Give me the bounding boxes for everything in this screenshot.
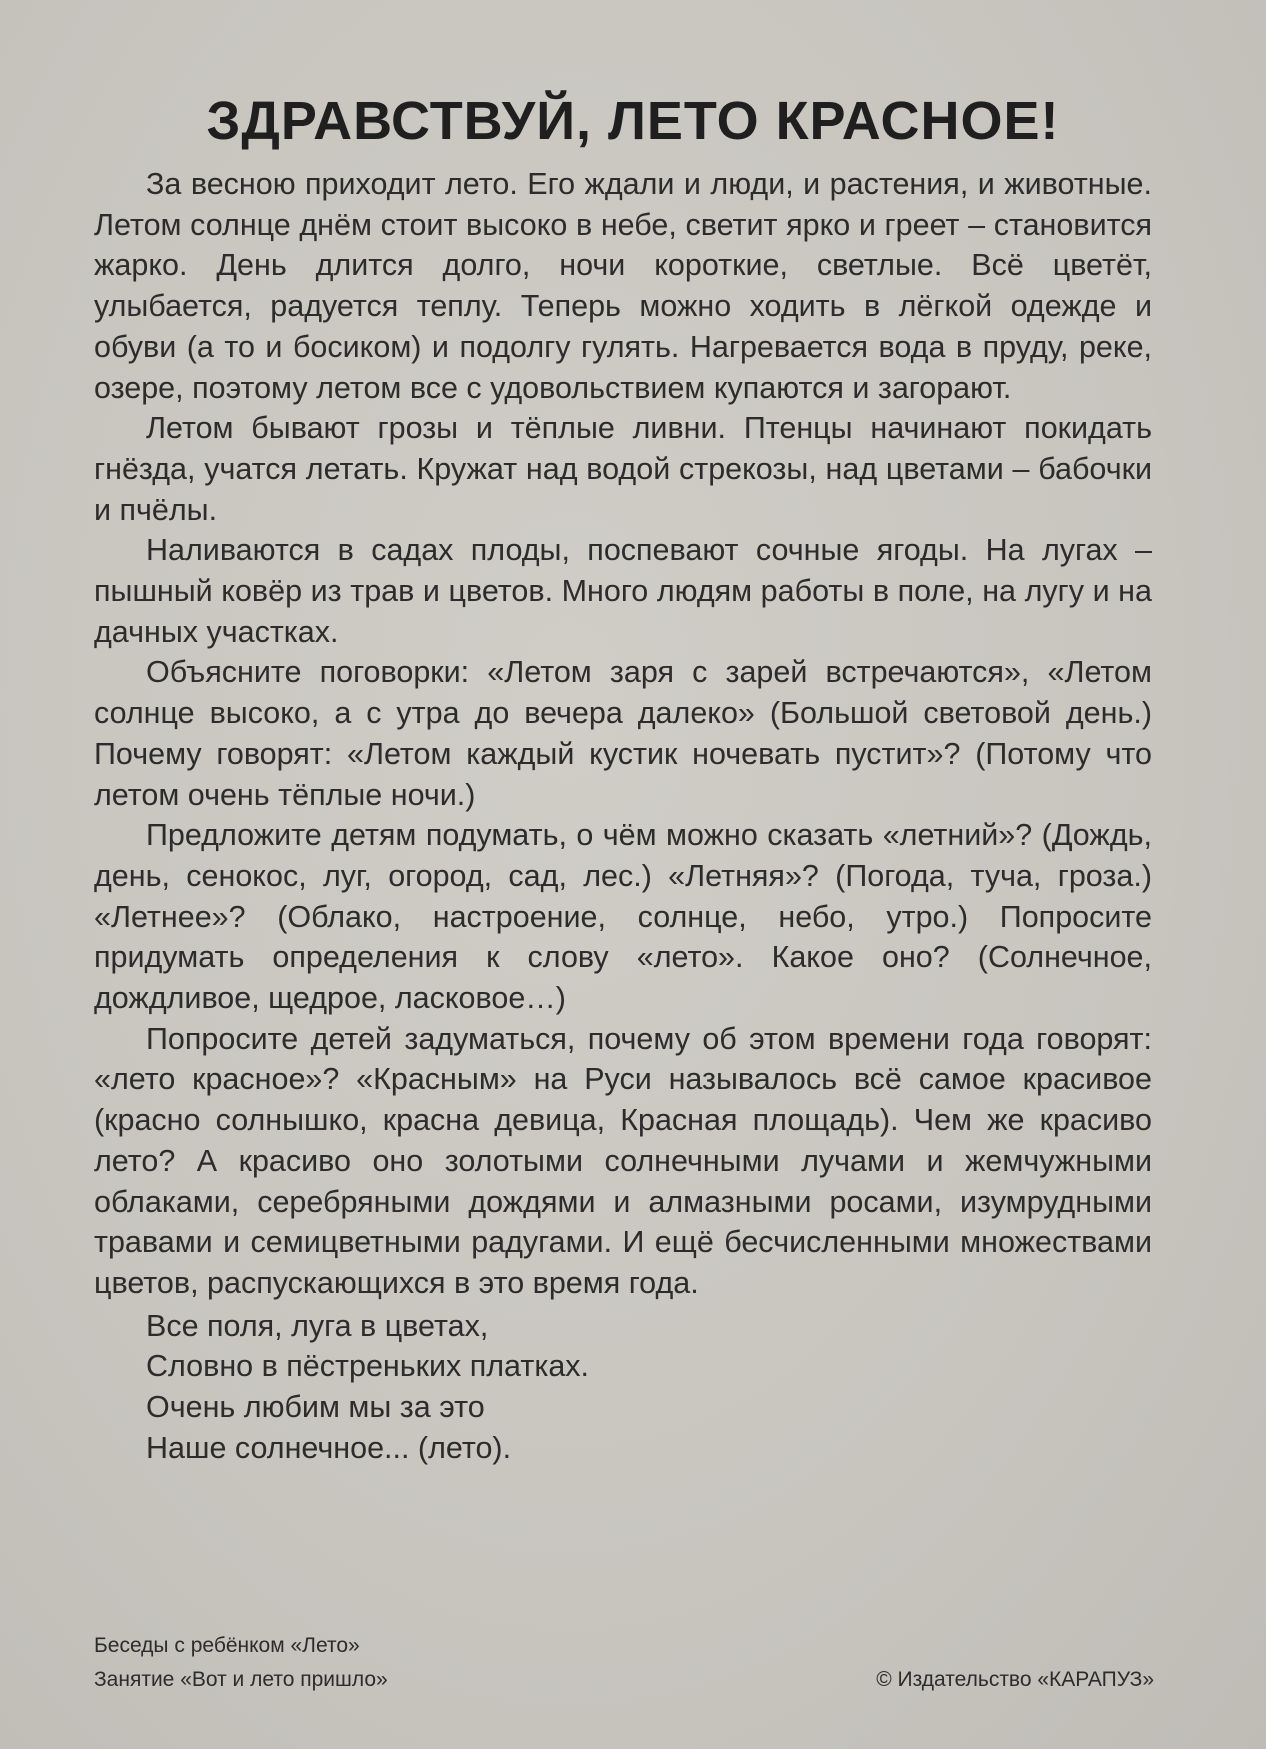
paragraph-5: Предложите детям подумать, о чём можно сказать «летний»? (Дождь, день, сенокос, луг, огород, сад, лес.) «Летняя»? (Погода, туча, гроза.) «Летнее»? (Облако, настроение, солнце, небо, утро.) Попросите придумать определения к слову «лето». Какое оно? (Солнечное, дождливое, щедрое, ласковое…) [94, 818, 1152, 1016]
paragraph-6: Попросите детей задуматься, почему об этом времени года говорят: «лето красное»? «Красным» на Руси называлось всё самое красивое (красно солнышко, красна девица, Красная площадь). Чем же красиво лето? А красиво оно золотыми солнечными лучами и жемчужными облаками, серебряными дождями и алмазными росами, изумрудными травами и семицветными радугами. И ещё бесчисленными множествами цветов, распускающихся в это время года. [94, 1021, 1152, 1300]
poem-line-3: Очень любим мы за это [146, 1390, 485, 1425]
poem-line-2: Словно в пёстреньких платках. [146, 1349, 590, 1384]
article-body [94, 164, 1152, 1469]
poem-line-1: Все поля, луга в цветах, [146, 1308, 489, 1343]
paragraph-1: За весною приходит лето. Его ждали и люди, и растения, и животные. Летом солнце днём стоит высоко в небе, светит ярко и греет – становится жарко. День длится долго, ночи короткие, светлые. Всё цветёт, улыбается, радуется теплу. Теперь можно ходить в лёгкой одежде и обуви (а то и босиком) и подолгу гулять. Нагревается вода в пруду, реке, озере, поэтому летом все с удовольствием купаются и загорают. [94, 167, 1152, 405]
footer-series: Беседы с ребёнком «Лето» [94, 1634, 360, 1657]
page-title: ЗДРАВСТВУЙ, ЛЕТО КРАСНОЕ! [206, 91, 1060, 151]
footer-series-info [94, 1629, 388, 1697]
footer-lesson: Занятие «Вот и лето пришло» [94, 1668, 388, 1691]
riddle-poem [146, 1306, 1152, 1469]
paragraph-2: Летом бывают грозы и тёплые ливни. Птенцы начинают покидать гнёзда, учатся летать. Кружат над водой стрекозы, над цветами – бабочки и пчёлы. [94, 411, 1152, 527]
paragraph-4: Объясните поговорки: «Летом заря с зарей встречаются», «Летом солнце высоко, а с утра до вечера далеко» (Большой световой день.) Почему говорят: «Летом каждый кустик ночевать пустит»? (Потому что летом очень тёплые ночи.) [94, 655, 1152, 812]
paragraph-3: Наливаются в садах плоды, поспевают сочные ягоды. На лугах – пышный ковёр из трав и цветов. Много людям работы в поле, на лугу и на дачных участках. [94, 533, 1152, 649]
poem-line-4: Наше солнечное... (лето). [146, 1430, 512, 1465]
footer-copyright: © Издательство «КАРАПУЗ» [876, 1668, 1154, 1691]
